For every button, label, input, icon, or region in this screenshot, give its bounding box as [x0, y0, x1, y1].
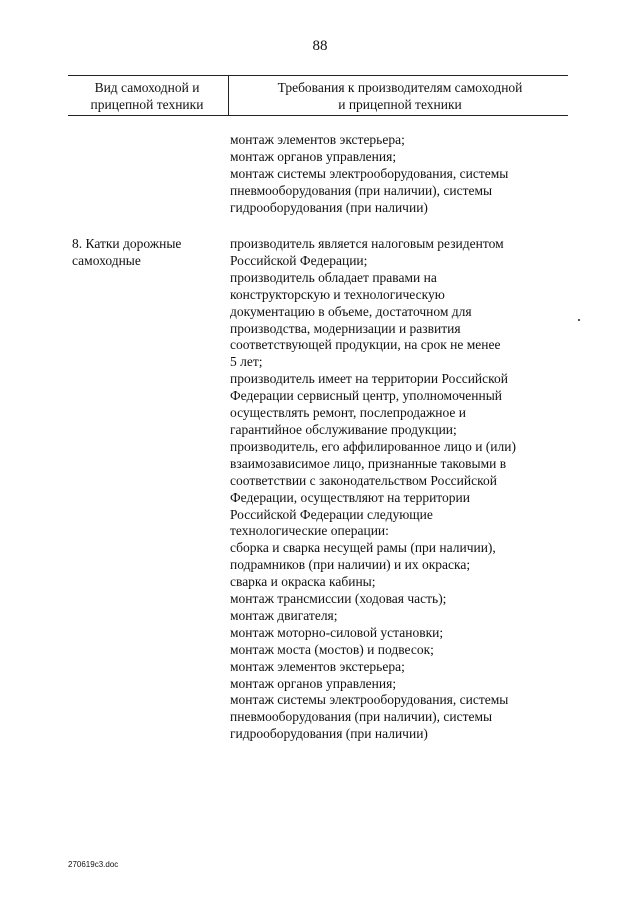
- table-header-bottom-rule: [68, 115, 568, 116]
- requirement-line: осуществлять ремонт, послепродажное и: [230, 405, 467, 421]
- requirement-line: гарантийное обслуживание продукции;: [230, 421, 457, 437]
- requirement-line: конструкторскую и технологическую: [230, 286, 445, 302]
- requirement-line: взаимозависимое лицо, признанные таковыми в: [230, 455, 507, 471]
- requirement-line: монтаж элементов экстерьера;: [230, 132, 405, 147]
- requirement-line: Российской Федерации следующие: [230, 506, 433, 522]
- requirement-line: пневмооборудования (при наличии), системы: [230, 709, 493, 725]
- requirement-line: монтаж системы электрооборудования, системы: [230, 165, 509, 181]
- requirement-line: технологические операции:: [230, 523, 389, 539]
- row-vehicle-name-line: самоходные: [72, 252, 141, 268]
- requirement-line: монтаж элементов экстерьера;: [230, 658, 405, 674]
- header-column-requirements: [232, 79, 568, 113]
- requirement-line: Федерации сервисный центр, уполномоченный: [230, 388, 502, 404]
- continued-requirements-cell: [230, 132, 508, 217]
- requirement-line: соответствии с законодательством Российской: [230, 472, 497, 488]
- table-header-top-rule: [68, 75, 568, 76]
- requirement-line: производитель обладает правами на: [230, 269, 437, 285]
- requirement-line: гидрооборудования (при наличии): [230, 199, 428, 215]
- requirement-line: монтаж системы электрооборудования, системы: [230, 692, 509, 708]
- header-column-requirements-line: Требования к производителям самоходной: [277, 80, 523, 95]
- requirement-line: соответствующей продукции, на срок не менее: [230, 337, 501, 353]
- page-number: 88: [312, 38, 328, 54]
- requirement-line: монтаж моторно-силовой установки;: [230, 624, 444, 640]
- row-requirements-cell: [230, 236, 516, 743]
- requirement-line: сварка и окраска кабины;: [230, 574, 376, 590]
- requirement-line: гидрооборудования (при наличии): [230, 726, 428, 742]
- table-header-column-divider: [228, 75, 229, 115]
- requirement-line: производитель является налоговым резидентом: [230, 236, 504, 251]
- requirement-line: монтаж моста (мостов) и подвесок;: [230, 641, 434, 657]
- requirement-line: 5 лет;: [230, 354, 263, 370]
- requirement-line: монтаж трансмиссии (ходовая часть);: [230, 591, 447, 607]
- row-vehicle-name-cell: [72, 236, 181, 270]
- requirement-line: монтаж двигателя;: [230, 607, 338, 623]
- scan-speck: [578, 319, 580, 321]
- header-column-vehicle-type-line: прицепной техники: [90, 97, 204, 112]
- row-vehicle-name-line: 8. Катки дорожные: [72, 236, 182, 251]
- requirement-line: монтаж органов управления;: [230, 148, 397, 164]
- requirement-line: пневмооборудования (при наличии), системы: [230, 182, 493, 198]
- requirement-line: производитель, его аффилированное лицо и (или): [230, 438, 516, 454]
- header-column-vehicle-type: [68, 79, 226, 113]
- requirement-line: Российской Федерации;: [230, 252, 368, 268]
- requirement-line: производства, модернизации и развития: [230, 320, 461, 336]
- requirement-line: сборка и сварка несущей рамы (при наличии),: [230, 540, 496, 556]
- header-column-requirements-line: и прицепной техники: [338, 97, 462, 112]
- footer-filename: 270619c3.doc: [68, 860, 119, 869]
- requirement-line: Федерации, осуществляют на территории: [230, 489, 470, 505]
- header-column-vehicle-type-line: Вид самоходной и: [94, 80, 200, 95]
- requirement-line: документацию в объеме, достаточном для: [230, 303, 472, 319]
- requirement-line: монтаж органов управления;: [230, 675, 397, 691]
- requirement-line: подрамников (при наличии) и их окраска;: [230, 557, 471, 573]
- requirement-line: производитель имеет на территории Российской: [230, 371, 508, 387]
